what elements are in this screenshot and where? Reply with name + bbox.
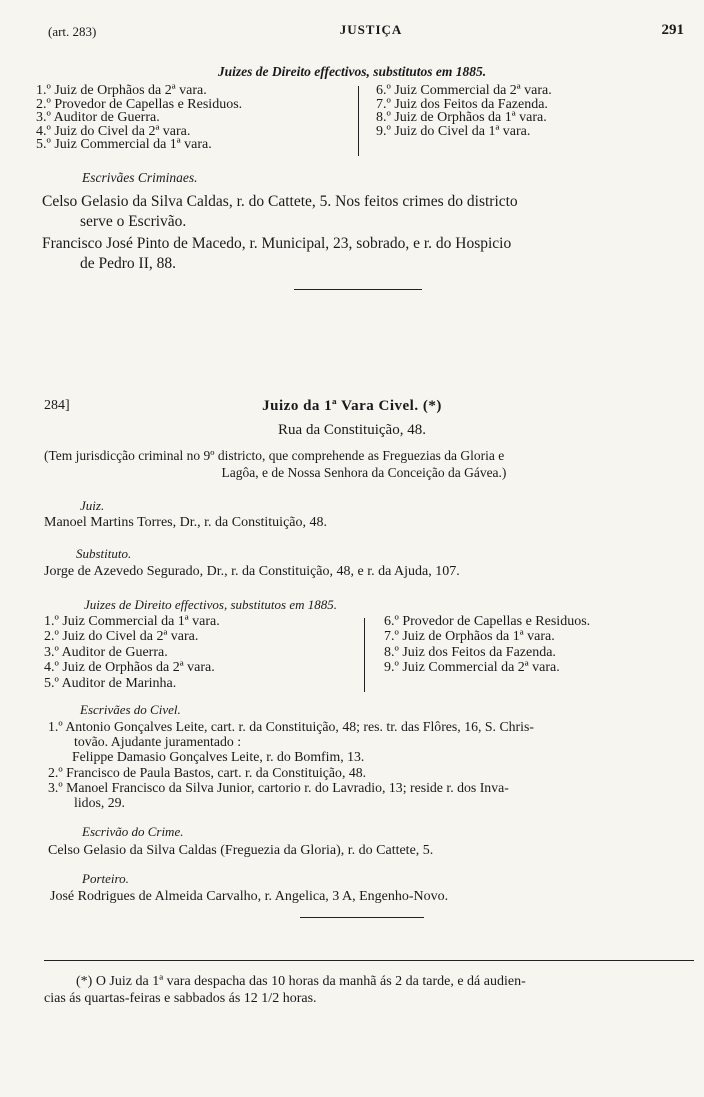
section1-left-column [36, 84, 242, 152]
list-item: 2.º Juiz do Civel da 2ª vara. [44, 629, 199, 645]
list-item: 5.º Juiz Commercial da 1ª vara. [36, 137, 212, 153]
section-divider [294, 289, 422, 290]
list-item: 9.º Juiz Commercial da 2ª vara. [384, 660, 560, 676]
escrivao-entry [42, 192, 518, 232]
list-item: 2.º Francisco de Paula Bastos, cart. r. da Constituição, 48. [48, 764, 367, 780]
substituto-entry: Jorge de Azevedo Segurado, Dr., r. da Constituição, 48, e r. da Ajuda, 107. [44, 564, 460, 579]
list-item: 4.º Juiz de Orphãos da 2ª vara. [44, 660, 215, 676]
escrivaes-criminaes-label: Escrivães Criminaes. [82, 170, 198, 185]
section1-title: Juizes de Direito effectivos, substitutos em 1885. [217, 64, 487, 79]
note-line: (Tem jurisdicção criminal no 9º districto, que comprehende as Freguezias da Gloria e [44, 448, 505, 463]
substituto-label: Substituto. [76, 546, 132, 561]
porteiro-label: Porteiro. [82, 871, 129, 886]
list-item: 3.º Auditor de Guerra. [44, 644, 168, 660]
entry-line: serve o Escrivão. [80, 213, 187, 230]
article-number: 284] [44, 398, 70, 413]
section-divider [300, 917, 424, 918]
page-header [48, 22, 694, 44]
footnote-line: (*) O Juiz da 1ª vara despacha das 10 horas da manhã ás 2 da tarde, e dá audien- [76, 974, 526, 989]
column-divider [364, 618, 365, 692]
escrivaes-civel-list [48, 719, 534, 810]
section1-judges-list [36, 84, 696, 156]
section2-left-column [44, 614, 220, 691]
escrivao-entry [42, 234, 511, 274]
list-item: 7.º Juiz dos Feitos da Fazenda. [376, 96, 548, 112]
header-title: JUSTIÇA [339, 22, 403, 37]
porteiro-entry: José Rodrigues de Almeida Carvalho, r. Angelica, 3 A, Engenho-Novo. [50, 889, 449, 904]
list-item: 7.º Juiz de Orphãos da 1ª vara. [384, 629, 555, 645]
list-item: 3.º Auditor de Guerra. [36, 110, 160, 126]
list-item: lidos, 29. [74, 795, 125, 811]
section2-title: Juizo da 1ª Vara Civel. (*) [262, 398, 442, 414]
list-item: 1.º Juiz de Orphãos da 2ª vara. [36, 83, 207, 98]
section2-judges-title: Juizes de Direito effectivos, substitutos em 1885. [84, 597, 337, 612]
list-item: 8.º Juiz de Orphãos da 1ª vara. [376, 110, 547, 126]
juiz-entry: Manoel Martins Torres, Dr., r. da Constituição, 48. [44, 515, 328, 530]
footnote [44, 973, 526, 1007]
header-article: (art. 283) [48, 24, 97, 39]
footnote-rule [44, 960, 694, 961]
entry-line: Celso Gelasio da Silva Caldas, r. do Cattete, 5. Nos feitos crimes do districto [42, 193, 518, 210]
footnote-line: cias ás quartas-feiras e sabbados ás 12 1/2 horas. [44, 991, 317, 1006]
list-item: 3.º Manoel Francisco da Silva Junior, cartorio r. do Lavradio, 13; reside r. dos Inva- [48, 779, 509, 795]
list-item: tovão. Ajudante juramentado : [74, 734, 242, 750]
section2-address: Rua da Constituição, 48. [278, 422, 426, 438]
jurisdiction-note [44, 447, 684, 481]
section1-right-column [376, 84, 552, 138]
list-item: 9.º Juiz do Civel da 1ª vara. [376, 123, 531, 139]
list-item: Felippe Damasio Gonçalves Leite, r. do Bomfim, 13. [72, 749, 365, 765]
entry-line: Francisco José Pinto de Macedo, r. Municipal, 23, sobrado, e r. do Hospicio [42, 235, 512, 252]
list-item: 1.º Antonio Gonçalves Leite, cart. r. da Constituição, 48; res. tr. das Flôres, 16, S. Chris- [48, 719, 534, 734]
column-divider [358, 86, 359, 156]
escrivao-crime-label: Escrivão do Crime. [82, 824, 184, 839]
list-item: 6.º Juiz Commercial da 2ª vara. [376, 83, 552, 98]
list-item: 2.º Provedor de Capellas e Residuos. [36, 96, 243, 112]
list-item: 1.º Juiz Commercial da 1ª vara. [44, 614, 220, 629]
list-item: 4.º Juiz do Civel da 2ª vara. [36, 123, 191, 139]
escrivaes-civel-label: Escrivães do Civel. [80, 702, 181, 717]
page-number: 291 [661, 22, 684, 38]
list-item: 8.º Juiz dos Feitos da Fazenda. [384, 644, 556, 660]
entry-line: de Pedro II, 88. [80, 255, 176, 272]
escrivao-crime-entry: Celso Gelasio da Silva Caldas (Freguezia da Gloria), r. do Cattete, 5. [48, 843, 434, 858]
section2-judges-list [44, 614, 694, 694]
note-line: Lagôa, e de Nossa Senhora da Conceição da Gávea.) [221, 465, 507, 480]
section2-right-column [384, 614, 590, 676]
list-item: 5.º Auditor de Marinha. [44, 675, 177, 691]
list-item: 6.º Provedor de Capellas e Residuos. [384, 614, 591, 629]
juiz-label: Juiz. [80, 498, 105, 513]
